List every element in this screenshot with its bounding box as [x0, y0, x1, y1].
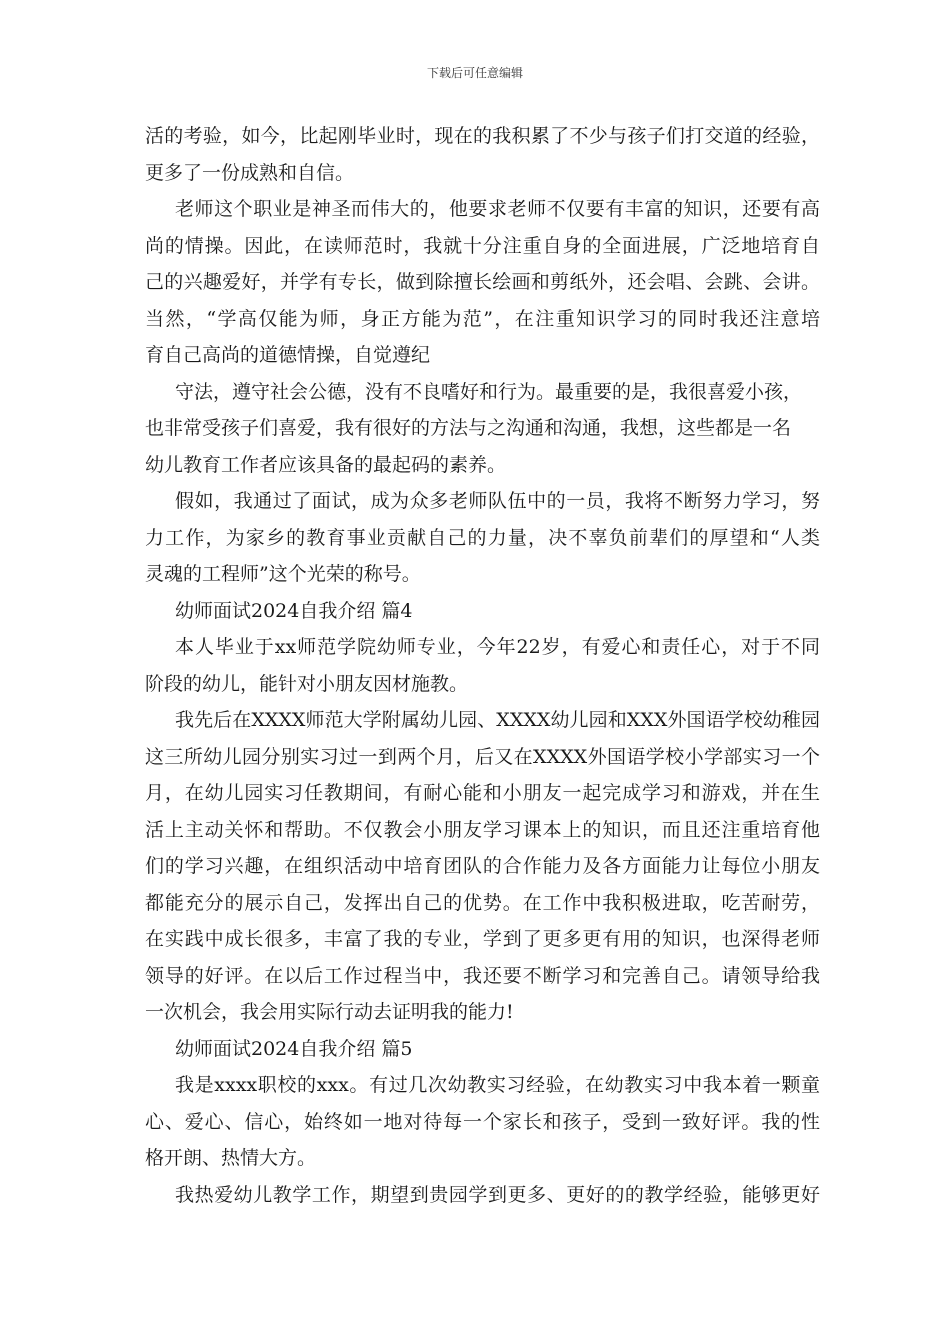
text-line: 这三所幼儿园分别实习过一到两个月，后又在XXXX外国语学校小学部实习一个 [145, 745, 820, 768]
text-line: 领导的好评。在以后工作过程当中，我还要不断学习和完善自己。请领导给我 [145, 964, 820, 987]
text-line: 心、爱心、信心，始终如一地对待每一个家长和孩子，受到一致好评。我的性 [145, 1110, 820, 1133]
text-line: 更多了一份成熟和自信。 [145, 161, 355, 184]
text-line: 都能充分的展示自己，发挥出自己的优势。在工作中我积极进取，吃苦耐劳， [145, 891, 820, 914]
text-line: 阶段的幼儿，能针对小朋友因材施教。 [145, 672, 469, 695]
text-line: 尚的情操。因此，在读师范时，我就十分注重自身的全面进展，广泛地培育自 [145, 234, 820, 257]
text-line: 假如，我通过了面试，成为众多老师队伍中的一员，我将不断努力学习，努 [175, 490, 820, 512]
text-line: 守法，遵守社会公德，没有不良嗜好和行为。最重要的是，我很喜爱小孩， [175, 380, 803, 403]
text-line: 灵魂的工程师”这个光荣的称号。 [145, 563, 421, 585]
text-line: 活的考验，如今，比起刚毕业时，现在的我积累了不少与孩子们打交道的经验， [145, 125, 820, 147]
text-line: 活上主动关怀和帮助。不仅教会小朋友学习课本上的知识，而且还注重培育他 [145, 818, 820, 841]
text-line: 月，在幼儿园实习任教期间，有耐心能和小朋友一起完成学习和游戏，并在生 [145, 782, 820, 804]
text-line: 当然，“学高仅能为师，身正方能为范”，在注重知识学习的同时我还注意培 [145, 307, 820, 330]
page-header: 下载后可任意编辑 [426, 66, 523, 80]
text-line: 格开朗、热情大方。 [145, 1147, 317, 1169]
text-line: 老师这个职业是神圣而伟大的，他要求老师不仅要有丰富的知识，还要有高 [175, 198, 820, 220]
text-line: 也非常受孩子们喜爱，我有很好的方法与之沟通和沟通，我想，这些都是一名 [145, 417, 792, 439]
text-line: 我先后在XXXX师范大学附属幼儿园、XXXX幼儿园和XXX外国语学校幼稚园 [175, 709, 820, 731]
text-line: 们的学习兴趣，在组织活动中培育团队的合作能力及各方面能力让每位小朋友 [145, 855, 820, 877]
text-line: 幼师面试2024自我介绍 篇5 [175, 1037, 413, 1060]
text-line: 幼儿教育工作者应该具备的最起码的素养。 [145, 453, 507, 476]
text-line: 己的兴趣爱好，并学有专长，做到除擅长绘画和剪纸外，还会唱、会跳、会讲。 [145, 271, 820, 293]
document-body [145, 118, 820, 1213]
text-line: 我热爱幼儿教学工作，期望到贵园学到更多、更好的的教学经验，能够更好 [175, 1183, 820, 1206]
text-line: 在实践中成长很多，丰富了我的专业，学到了更多更有用的知识，也深得老师 [145, 928, 820, 950]
text-line: 幼师面试2024自我介绍 篇4 [175, 599, 413, 622]
text-line: 我是xxxx职校的xxx。有过几次幼教实习经验，在幼教实习中我本着一颗童 [175, 1074, 820, 1096]
text-line: 本人毕业于xx师范学院幼师专业，今年22岁，有爱心和责任心，对于不同 [175, 636, 820, 658]
text-line: 育自己高尚的道德情操，自觉遵纪 [145, 344, 431, 366]
text-line: 一次机会，我会用实际行动去证明我的能力! [145, 1001, 514, 1023]
text-line: 力工作，为家乡的教育事业贡献自己的力量，决不辜负前辈们的厚望和“人类 [145, 526, 820, 549]
